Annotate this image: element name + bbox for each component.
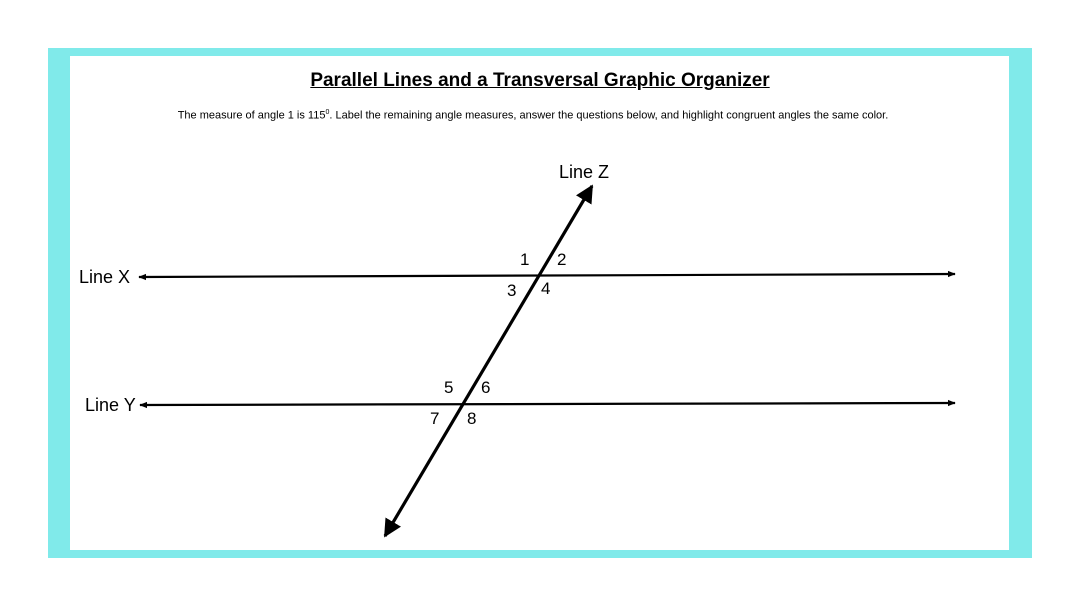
instructions-before-degree: The measure of angle 1 is 115 — [177, 109, 326, 122]
angle-7-label: 7 — [430, 409, 440, 428]
line-z-label: Line Z — [559, 162, 610, 182]
angle-4-label: 4 — [541, 279, 551, 298]
line-x-label: Line X — [79, 267, 131, 287]
line-x — [139, 274, 955, 277]
angle-6-label: 6 — [481, 378, 491, 397]
angle-1-label: 1 — [520, 250, 530, 269]
line-z-transversal — [385, 186, 592, 536]
angle-3-label: 3 — [507, 281, 517, 300]
instructions-after-degree: . Label the remaining angle measures, answer the questions below, and highlight congruent angles the same color. — [329, 109, 889, 122]
line-y-label: Line Y — [85, 395, 136, 415]
degree-mark: 0 — [325, 109, 330, 116]
angle-5-label: 5 — [444, 378, 454, 397]
angle-2-label: 2 — [557, 250, 567, 269]
line-y — [140, 403, 955, 405]
angle-8-label: 8 — [467, 409, 477, 428]
worksheet-title: Parallel Lines and a Transversal Graphic Organizer — [310, 70, 770, 91]
